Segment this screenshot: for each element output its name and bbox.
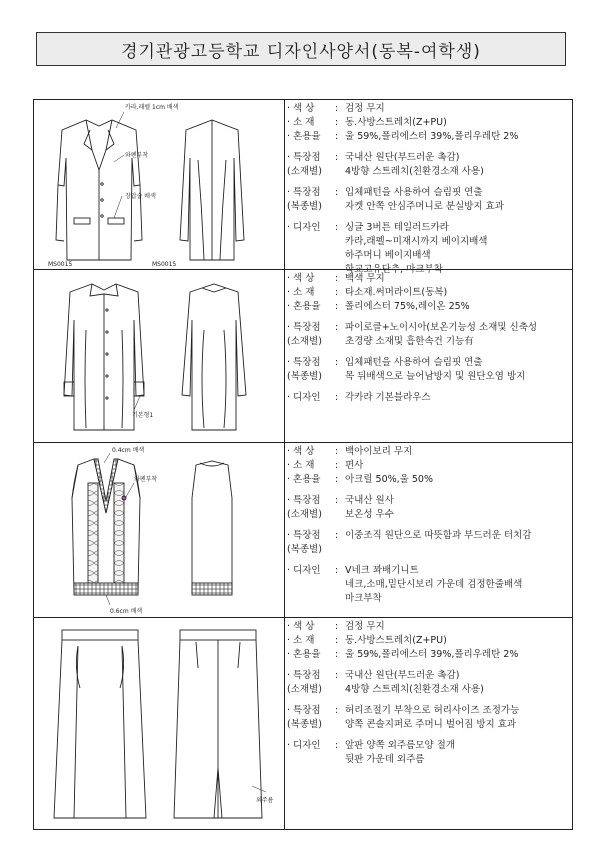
spec-label: · 특장점 (소재별) [287,495,322,520]
spec-label: · 특장점 (소재별) [287,152,322,177]
spec-label: · 혼용율 [287,301,321,312]
spec-label: · 색 상 [287,273,315,284]
spec-label: · 소 재 [287,117,315,128]
neck-trim-annotation: 0.4cm 배색 [112,447,145,454]
spec-value: 국내산 원단(부드러운 촉감) 4방향 스트레치(친환경소재 사용) [345,670,484,695]
document-title: 경기관광고등학교 디자인사양서(동복-여학생) [36,32,566,66]
spec-value: 타소재.써머라이트(동복) [345,287,448,298]
vest-illustration [34,443,284,618]
spec-value: 편사 [345,460,364,471]
jacket-drawing [34,100,285,269]
hem-trim-annotation: 0.6cm 배색 [110,608,143,615]
spec-label: · 특장점 (복종별) [287,357,322,382]
cuff-annotation: 기본형1 [132,412,154,419]
spec-label: · 소 재 [287,460,315,471]
spec-label: · 소 재 [287,287,315,298]
spec-label: · 특장점 (복종별) [287,530,322,555]
jacket-row [34,100,572,275]
spec-label: · 색 상 [287,103,315,114]
spec-value: 입체패턴을 사용하여 슬림핏 연출 목 뒤배색으로 늘어남방지 및 원단오염 방지 [345,357,526,382]
spec-label: · 특장점 (소재별) [287,322,322,347]
spec-value: 동.사방스트레치(Z+PU) [345,635,447,646]
spec-value: 검정 무지 [345,103,385,114]
pocket-annotation: 장압술 배색 [125,193,156,200]
spec-value: 이중조직 원단으로 따뜻함과 부드러운 터치감 [345,530,532,541]
wappen-annotation: 와펜부착 [125,152,149,159]
blouse-row [34,269,572,443]
spec-label: · 특장점 (소재별) [287,670,322,695]
skirt-row [34,617,572,830]
blouse-specs: · 색 상 : 백색 무지 · 소 재 : 타소재.써머라이트(동복) · 혼용율 : 폴리에스터 75%,레이온 25% · 특장점 (소재별) : 파이로클+노이시아(보온기능성 소재및 신축성 초경량 소재및 흡한속건 기능有 · 특장점 (복종별) : 입체패턴을 사용하여 슬림핏 연출 목 뒤배색으로 늘어남방지 및 원단오염 방지 · 디자인 : 각카라 기본블라우스 [287,272,570,405]
spec-value: 국내산 원사 보온성 우수 [345,495,394,520]
skirt-illustration [34,618,284,830]
spec-label: · 색 상 [287,446,315,457]
spec-value: 폴리에스터 75%,레이온 25% [345,301,470,312]
spec-label: · 혼용율 [287,474,321,485]
spec-label: · 특장점 (복종별) [287,187,322,212]
skirt-drawing [34,618,285,830]
spec-label: · 디자인 [287,392,321,403]
skirt-specs: · 색 상 : 검정 무지 · 소 재 : 동.사방스트레치(Z+PU) · 혼용율 : 울 59%,폴리에스터 39%,폴리우레탄 2% · 특장점 (소재별) : 국내산 원단(부드러운 촉감) 4방향 스트레치(친환경소재 사용) · 특장점 (복종별) : 허리조절기 부착으로 허리사이즈 조정가능 양쪽 콘솔지퍼로 주머니 벌어짐 방지 효과 · 디자인 : 앞판 양쪽 외주름모양 절개 뒷판 가운데 외주름 [287,620,570,767]
jacket-illustration [34,100,284,269]
spec-value: V네크 꽈배기니트 네크,소매,밑단시보리 가운데 검정한줄배색 마크부착 [345,565,523,604]
vest-row [34,442,572,618]
spec-label: · 혼용율 [287,649,321,660]
spec-value: 검정 무지 [345,621,385,632]
spec-value: 아크릴 50%,울 50% [345,474,433,485]
spec-label: · 디자인 [287,740,321,751]
blouse-illustration [34,270,284,443]
spec-label: · 특장점 (복종별) [287,705,322,730]
spec-value: 울 59%,폴리에스터 39%,폴리우레탄 2% [345,649,519,660]
collar-annotation: 카라,래펠 1cm 배색 [125,104,179,111]
spec-value: 국내산 원단(부드러운 촉감) 4방향 스트레치(친환경소재 사용) [345,152,484,177]
blouse-drawing [34,270,285,443]
wappen-annotation: 와펜부착 [134,476,158,483]
spec-value: 울 59%,폴리에스터 39%,폴리우레탄 2% [345,131,519,142]
spec-sheet [33,99,573,830]
spec-value: 앞판 양쪽 외주름모양 절개 뒷판 가운데 외주름 [345,740,456,765]
spec-label: · 소 재 [287,635,315,646]
pleat-annotation: 외주름 [256,797,274,804]
spec-value: 백색 무지 [345,273,385,284]
vest-specs: · 색 상 : 백아이보리 무지 · 소 재 : 편사 · 혼용율 : 아크릴 50%,울 50% · 특장점 (소재별) : 국내산 원사 보온성 우수 · 특장점 (복종별) : 이중조직 원단으로 따뜻함과 부드러운 터치감 · 디자인 : V네크 꽈배기니트 네크,소매,밑단시보리 가운데 검정한줄배색 마크부착 [287,445,570,606]
jacket-code-front: MS0015 [48,261,73,268]
spec-value: 입체패턴을 사용하여 슬림핏 연출 자켓 안쪽 안심주머니로 분실방지 효과 [345,187,504,212]
spec-label: · 디자인 [287,565,321,576]
spec-value: 동.사방스트레치(Z+PU) [345,117,447,128]
spec-label: · 색 상 [287,621,315,632]
spec-value: 파이로클+노이시아(보온기능성 소재및 신축성 초경량 소재및 흡한속건 기능有 [345,322,538,347]
jacket-specs: · 색 상 : 검정 무지 · 소 재 : 동.사방스트레치(Z+PU) · 혼용율 : 울 59%,폴리에스터 39%,폴리우레탄 2% · 특장점 (소재별) : 국내산 원단(부드러운 촉감) 4방향 스트레치(친환경소재 사용) · 특장점 (복종별) : 입체패턴을 사용하여 슬림핏 연출 자켓 안쪽 안심주머니로 분실방지 효과 · 디자인 : 싱글 3버튼 테일러드카라 카라,래펠~미재시까지 베이지배색 하주머니 베이지배색 학교고유단추, 마크부착 [287,102,570,277]
vest-drawing [34,443,285,618]
spec-value: 백아이보리 무지 [345,446,413,457]
spec-value: 싱글 3버튼 테일러드카라 카라,래펠~미재시까지 베이지배색 하주머니 베이지배색 학교고유단추, 마크부착 [345,222,488,275]
spec-value: 각카라 기본블라우스 [345,392,431,403]
jacket-code-back: MS0015 [152,261,177,268]
spec-label: · 디자인 [287,222,321,233]
spec-value: 허리조절기 부착으로 허리사이즈 조정가능 양쪽 콘솔지퍼로 주머니 벌어짐 방지 효과 [345,705,520,730]
spec-label: · 혼용율 [287,131,321,142]
